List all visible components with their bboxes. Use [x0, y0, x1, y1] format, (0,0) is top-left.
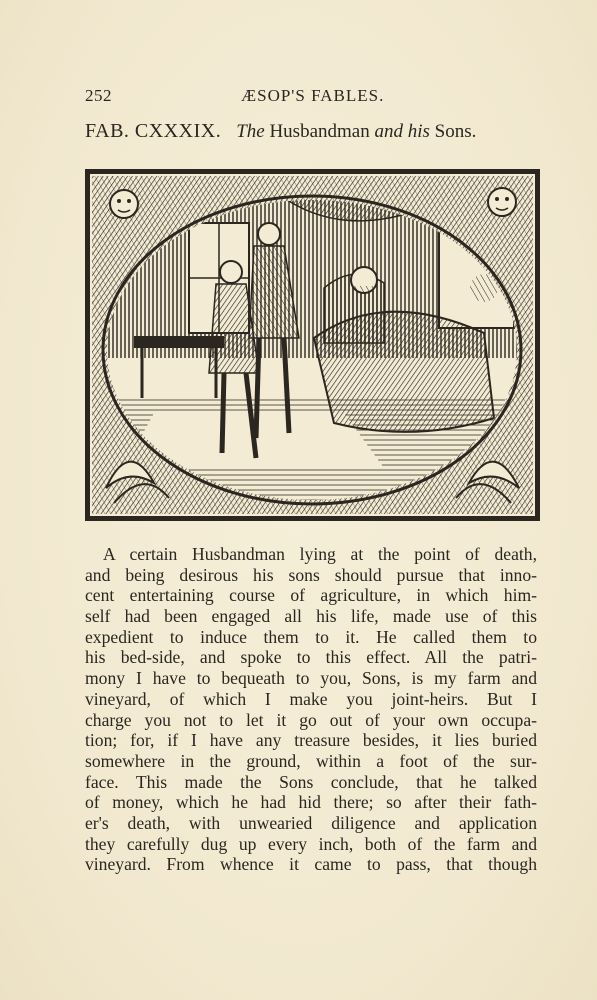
body-line: charge you not to let it go out of your own occupa- [85, 709, 537, 730]
body-line: mony I have to bequeath to you, Sons, is my farm and [85, 668, 537, 689]
fable-title-husbandman: Husbandman [269, 121, 370, 142]
body-line: expedient to induce them to it. He called them to [85, 626, 537, 647]
body-line: er's death, with unwearied diligence and application [85, 812, 537, 833]
fable-heading [85, 120, 555, 143]
body-line: A certain Husbandman lying at the point of death, [103, 544, 537, 564]
fable-title-the: The [236, 121, 265, 142]
fable-title [236, 121, 476, 142]
fable-title-and-his: and his [374, 121, 430, 142]
fable-title-sons: Sons. [434, 121, 477, 142]
body-line: vineyard. From whence it came to pass, that though [85, 854, 537, 875]
body-line: somewhere in the ground, within a foot of the sur- [85, 750, 537, 771]
page-number: 252 [85, 86, 112, 105]
running-head [85, 86, 540, 110]
body-line: face. This made the Sons conclude, that he talked [85, 771, 537, 792]
woodcut-illustration [84, 168, 541, 522]
fable-body-text [85, 544, 537, 875]
body-line: of money, which he had hid there; so after their fath- [85, 792, 537, 813]
woodcut-engraving [84, 168, 541, 522]
body-line: tion; for, if I have any treasure besides, it lies buried [85, 730, 537, 751]
corner-ornament-top-right [488, 188, 516, 216]
running-title: ÆSOP'S FABLES. [241, 86, 385, 105]
body-line: cent entertaining course of agriculture, in which him- [85, 585, 537, 606]
corner-ornament-top-left [110, 190, 138, 218]
fable-number: FAB. CXXXIX. [85, 120, 222, 142]
body-line: self had been engaged all his life, made use of this [85, 606, 537, 627]
body-line: vineyard, of which I make you joint-heirs. But I [85, 688, 537, 709]
body-line: his bed-side, and spoke to this effect. All the patri- [85, 647, 537, 668]
body-line: and being desirous his sons should pursue that inno- [85, 564, 537, 585]
body-line: they carefully dug up every inch, both of the farm and [85, 833, 537, 854]
